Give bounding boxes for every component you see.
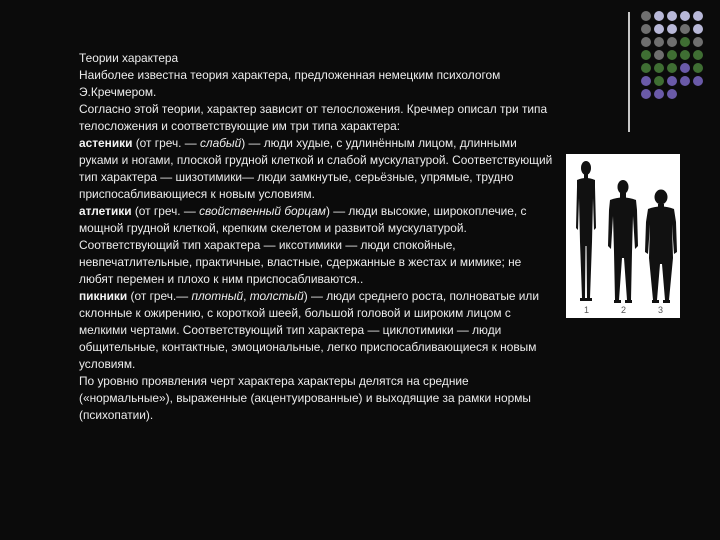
decorative-dot	[654, 24, 664, 34]
decorative-dot	[680, 50, 690, 60]
decorative-dot	[654, 76, 664, 86]
decorative-dot	[641, 11, 651, 21]
intro-line: Наиболее известна теория характера, предложенная немецким психологом Э.Кречмером.	[79, 68, 501, 99]
decorative-dot	[693, 11, 703, 21]
athletic-paragraph: атлетики (от греч. — свойственный борцам) — люди высокие, широкоплечие, с мощной грудной клеткой, крепким скелетом и развитой мускулатурой. Соответствующий тип характера — иксотимики — люди спокойные, невпечатлительные, практичные, властные, сдержанные в жестах и мимике; не любят перемен и плохо к ним приспосабливаются..	[79, 204, 527, 286]
decorative-dot	[680, 37, 690, 47]
asthenic-silhouette	[576, 161, 596, 301]
decorative-vertical-line	[628, 12, 630, 132]
decorative-dot	[641, 89, 651, 99]
decorative-dot	[667, 11, 677, 21]
decorative-dot	[680, 63, 690, 73]
three-human-silhouettes-image	[566, 154, 680, 318]
decorative-dot	[693, 24, 703, 34]
decorative-dot	[641, 63, 651, 73]
pyknic-meaning-2: толстый	[249, 289, 304, 303]
decorative-dot	[693, 37, 703, 47]
decorative-dot	[680, 11, 690, 21]
decorative-dot	[667, 89, 677, 99]
asthenic-paragraph: астеники (от греч. — слабый) — люди худые, с удлинённым лицом, длинными руками и ногами, плоской грудной клеткой и слабой мускулатурой. Соответствующий тип характера — шизотимики— люди замкнутые, серьёзные, упрямые, трудно приспосабливающиеся к новым условиям.	[79, 136, 553, 201]
pyknic-meaning-1: плотный	[191, 289, 244, 303]
decorative-dot	[654, 63, 664, 73]
decorative-dot	[667, 63, 677, 73]
decorative-dot	[680, 24, 690, 34]
decorative-dot	[654, 37, 664, 47]
body-types-image	[566, 154, 680, 318]
decorative-dot	[693, 76, 703, 86]
decorative-dot	[667, 24, 677, 34]
slide-text	[79, 50, 557, 424]
pyknic-term: пикники	[79, 289, 128, 303]
athletic-term: атлетики	[79, 204, 132, 218]
asthenic-meaning: слабый	[199, 136, 242, 150]
athletic-silhouette	[608, 180, 638, 303]
asthenic-term: астеники	[79, 136, 133, 150]
figure-label-1: 1	[584, 305, 590, 315]
decorative-dot	[667, 50, 677, 60]
figure-label-2: 2	[621, 305, 627, 315]
character-levels-paragraph: По уровню проявления черт характера характеры делятся на средние («нормальные»), выраженные (акцентуированные) и выходящие за рамки нормы (психопатии).	[79, 374, 531, 422]
decorative-dot	[693, 50, 703, 60]
decorative-dot	[654, 50, 664, 60]
slide-title: Теории характера	[79, 51, 179, 65]
athletic-meaning: свойственный борцам	[199, 204, 326, 218]
decorative-dot	[667, 76, 677, 86]
decorative-dot	[693, 63, 703, 73]
decorative-dot	[641, 24, 651, 34]
decorative-dot	[654, 89, 664, 99]
decorative-dot-grid	[641, 11, 703, 99]
decorative-dot	[680, 76, 690, 86]
decorative-dot	[641, 76, 651, 86]
figure-label-3: 3	[658, 305, 664, 315]
decorative-dot	[667, 37, 677, 47]
pyknic-silhouette	[645, 190, 677, 304]
decorative-dot	[641, 37, 651, 47]
theory-description: Согласно этой теории, характер зависит от телосложения. Кречмер описал три типа телосложения и соответствующие им три типа характера:	[79, 102, 548, 133]
decorative-dot	[654, 11, 664, 21]
decorative-dot	[641, 50, 651, 60]
pyknic-paragraph: пикники (от греч.— плотный, толстый) — люди среднего роста, полноватые или склонные к ожирению, с короткой шеей, большой головой и широким лицом с мелкими чертами. Соответствующий тип характера — циклотимики — люди общительные, контактные, эмоциональные, легко приспосабливающиеся к новым условиям.	[79, 289, 540, 371]
